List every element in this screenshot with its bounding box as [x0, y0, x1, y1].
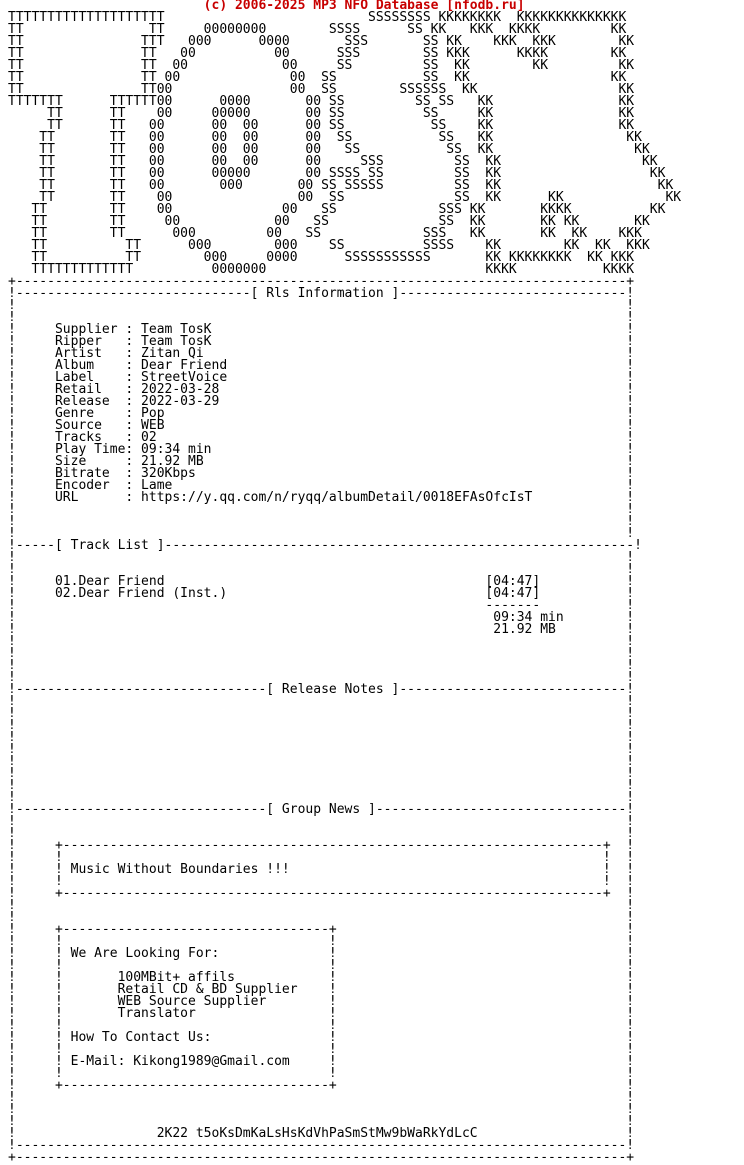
- nfo-viewer: [8, 0, 744, 1165]
- nfo-database-credit: (c) 2006-2025 MP3 NFO Database [nfodb.ru]: [8, 0, 525, 13]
- nfo-ascii-text: TTTTTTTTTTTTTTTTTTTT SSSSSSSS KKKKKKKK KKKKKKKKKKKKKK TT TT 00000000 SSSS SS KK KKK KKKK KK TT TTT 000 0000 SSS SS KK KKK KKK KK TT TT 00 00 SSS SS KKK KKKK KK TT TT 00 00 SS SS KK KK KK TT TT 00 00 SS SS KK KK TT TT00 00 SS SSSSSS KK KK TTTTTTT TTTTTT00 0000 00 SS SS SS KK KK TT TT 00 00000 00 SS SS KK KK TT TT 00 00 00 00 SS SS KK KK TT TT 00 00 00 00 SS SS KK KK TT TT 00 00 00 00 SS SS KK KK TT TT 00 00 00 00 SSS SS KK KK TT TT 00 00000 00 SSSS SS SS KK KK TT TT 00 000 00 SS SSSSS SS KK KK TT TT 00 00 SS SS KK KK KK TT TT 00 00 SS SSS KK KKKK KK TT TT 00 00 SS SS KK KK KK KK TT TT 000 00 SS SSS KK KK KK KKK TT TT 000 000 SS SSSS KK KK KK KKK TT TT 000 0000 SSSSSSSSSSS KK KKKKKKKK KK KKK TTTTTTTTTTTTT 0000000 KKKK KKKK +------------------------------------------------------------------------------+ !------------------------------[ Rls Information ]-----------------------------! ! ! ! ! ! Supplier : Team TosK ! ! Ripper : Team TosK ! ! Artist : Zitan Qi ! ! Album : Dear Friend ! ! Label : StreetVoice ! ! Retail : 2022-03-28 ! ! Release : 2022-03-29 ! ! Genre : Pop ! ! Source : WEB ! ! Tracks : 02 ! ! Play Time: 09:34 min ! ! Size : 21.92 MB ! ! Bitrate : 320Kbps ! ! Encoder : Lame ! ! URL : https://y.qq.com/n/ryqq/albumDetail/0018EFAsOfcIsT ! ! ! ! ! ! ! !-----[ Track List ]------------------------------------------------------------! ! ! ! ! ! 01.Dear Friend [04:47] ! ! 02.Dear Friend (Inst.) [04:47] ! ! ------- ! ! 09:34 min ! ! 21.92 MB ! ! ! ! ! ! ! ! ! !--------------------------------[ Release Notes ]-----------------------------! ! ! ! ! ! ! ! ! ! ! ! ! ! ! ! ! ! ! !--------------------------------[ Group News ]--------------------------------! ! ! ! ! ! +---------------------------------------------------------------------+ ! ! ! ! ! ! ! Music Without Boundaries !!! ! ! ! ! ! ! ! +---------------------------------------------------------------------+ ! ! ! ! ! ! +----------------------------------+ ! ! ! ! ! ! ! We Are Looking For: ! ! ! ! ! ! ! ! 100MBit+ affils ! ! ! ! Retail CD & BD Supplier ! ! ! ! WEB Source Supplier ! ! ! ! Translator ! ! ! ! ! ! ! ! How To Contact Us: ! ! ! ! ! ! ! ! E-Mail: Kikong1989@Gmail.com ! ! ! ! ! ! ! +----------------------------------+ ! ! ! ! ! ! ! ! 2K22 t5oKsDmKaLsHsKdVhPaSmStMw9bWaRkYdLcC ! !------------------------------------------------------------------------------! +------------------------------------------------------------------------------+: [8, 10, 682, 1165]
